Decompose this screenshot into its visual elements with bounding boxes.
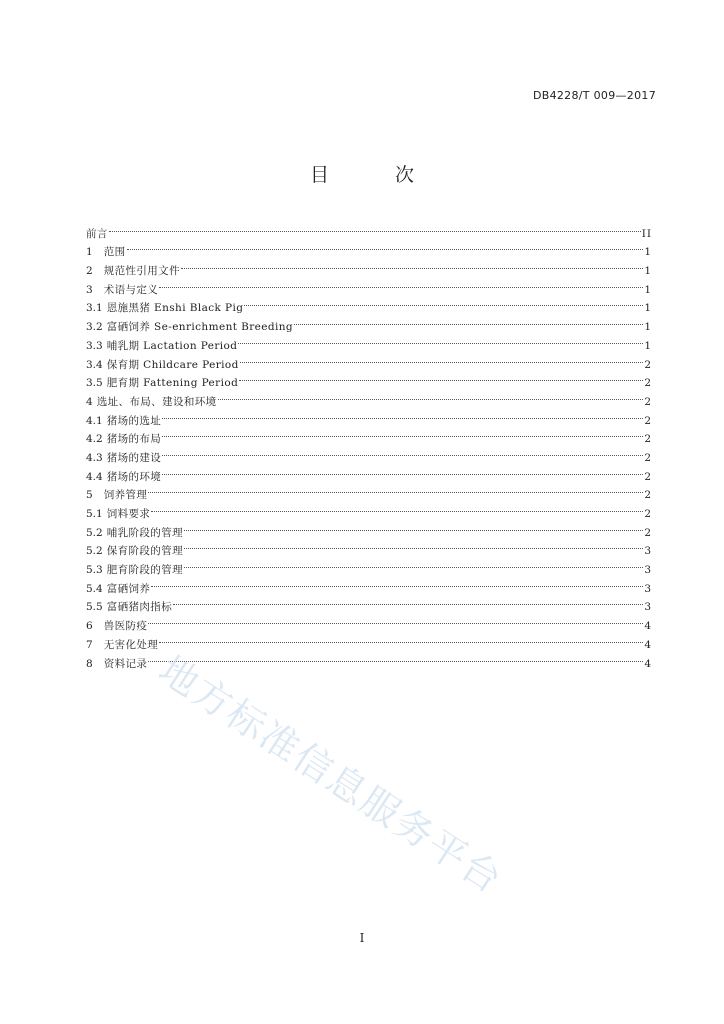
toc-entry-number: 4.3 xyxy=(86,451,103,464)
toc-dot-leader xyxy=(151,573,643,592)
toc-entry-label: 富硒饲养 xyxy=(106,582,151,595)
toc-entry-label: 保育阶段的管理 xyxy=(106,545,184,558)
toc-dot-leader xyxy=(218,386,644,405)
toc-entry-page: 4 xyxy=(644,620,652,633)
toc-entry-page: 3 xyxy=(644,582,652,595)
toc-entry-number: 3.3 xyxy=(86,339,103,352)
toc-entry-label: 恩施黑猪 Enshi Black Pig xyxy=(106,302,244,315)
toc-entry-label: 富硒饲养 Se-enrichment Breeding xyxy=(106,321,294,334)
toc-dot-leader xyxy=(184,536,643,555)
toc-entry-number: 8 xyxy=(86,657,93,670)
toc-entry[interactable] xyxy=(86,629,652,651)
toc-dot-leader xyxy=(148,610,643,629)
toc-entry-page: 3 xyxy=(644,545,652,558)
toc-entry-number: 3 xyxy=(86,283,93,296)
toc-dot-leader xyxy=(151,498,643,517)
toc-entry-page: 2 xyxy=(644,414,652,427)
toc-dot-leader xyxy=(109,218,641,237)
toc-entry-number: 2 xyxy=(86,265,93,278)
toc-title: 目 次 xyxy=(309,164,445,186)
toc-entry-page: 2 xyxy=(644,526,652,539)
toc-entry-page: 2 xyxy=(644,451,652,464)
toc-entry-page: 3 xyxy=(644,601,652,614)
toc-entry-number: 4.4 xyxy=(86,470,103,483)
toc-entry-page: 2 xyxy=(644,377,652,390)
toc-entry-page: 4 xyxy=(644,657,652,670)
toc-entry-number: 5.2 xyxy=(86,526,103,539)
table-of-contents xyxy=(86,218,652,670)
toc-entry-label: 术语与定义 xyxy=(103,283,159,296)
toc-entry-label: 兽医防疫 xyxy=(103,620,148,633)
document-code: DB4228/T 009—2017 xyxy=(532,89,656,102)
toc-dot-leader xyxy=(184,554,643,573)
toc-entry[interactable] xyxy=(86,573,652,595)
toc-dot-leader xyxy=(294,311,643,330)
toc-dot-leader xyxy=(181,255,643,274)
toc-entry-number: 5.1 xyxy=(86,508,103,520)
toc-entry[interactable] xyxy=(86,610,652,633)
toc-entry-number: 4.1 xyxy=(86,414,103,427)
toc-entry-label: 饲料要求 xyxy=(106,508,151,520)
toc-dot-leader xyxy=(184,517,643,536)
toc-entry-number: 5 xyxy=(86,489,93,502)
toc-entry-number: 3.4 xyxy=(86,358,103,371)
toc-entry[interactable] xyxy=(86,274,652,296)
toc-entry-number: 3.5 xyxy=(86,377,103,390)
toc-entry[interactable] xyxy=(86,218,652,240)
toc-dot-leader xyxy=(240,349,644,368)
toc-entry-page: 1 xyxy=(644,302,652,315)
toc-entry-number: 1 xyxy=(86,246,93,259)
toc-entry-number: 5.4 xyxy=(86,582,103,595)
toc-entry-number: 3.2 xyxy=(86,321,103,334)
toc-dot-leader xyxy=(148,480,643,499)
toc-entry-number: 4.2 xyxy=(86,433,103,446)
toc-entry[interactable] xyxy=(86,237,652,259)
toc-entry-label: 饲养管理 xyxy=(103,489,148,502)
toc-entry-page: 2 xyxy=(644,395,652,408)
toc-entry-page: 2 xyxy=(644,358,652,371)
toc-entry-number: 5.3 xyxy=(86,564,103,577)
toc-entry[interactable] xyxy=(86,405,652,427)
toc-entry-label: 哺乳阶段的管理 xyxy=(106,526,184,539)
toc-entry[interactable] xyxy=(86,517,652,539)
toc-dot-leader xyxy=(238,330,643,349)
toc-entry-page: 1 xyxy=(644,321,652,334)
toc-entry-page: 1 xyxy=(644,339,652,352)
toc-entry[interactable] xyxy=(86,480,652,502)
toc-entry[interactable] xyxy=(86,461,652,483)
toc-dot-leader xyxy=(162,442,643,461)
toc-entry-label: 肥育阶段的管理 xyxy=(106,564,184,577)
toc-entry[interactable] xyxy=(86,592,652,614)
toc-entry-label: 猪场的选址 xyxy=(106,414,162,427)
toc-entry-label: 范围 xyxy=(103,246,126,259)
toc-dot-leader xyxy=(148,648,643,667)
toc-entry-page: II xyxy=(641,227,652,240)
toc-dot-leader xyxy=(159,629,643,648)
toc-entry-page: 4 xyxy=(644,638,652,651)
watermark: 地方标准信息服务平台 xyxy=(151,647,511,903)
toc-entry-page: 2 xyxy=(644,433,652,446)
toc-entry-number: 7 xyxy=(86,638,93,651)
toc-dot-leader xyxy=(159,274,643,293)
toc-entry-page: 2 xyxy=(644,508,652,520)
toc-entry-label: 保育期 Childcare Period xyxy=(106,358,239,371)
toc-dot-leader xyxy=(244,293,643,312)
toc-entry[interactable] xyxy=(86,442,652,464)
toc-dot-leader xyxy=(162,461,643,480)
toc-entry-page: 3 xyxy=(644,564,652,577)
toc-entry-number: 3.1 xyxy=(86,302,103,315)
toc-dot-leader xyxy=(127,237,644,256)
toc-dot-leader xyxy=(173,592,643,611)
toc-entry[interactable] xyxy=(86,293,652,315)
toc-entry-label: 猪场的布局 xyxy=(106,433,162,446)
toc-entry-number: 5.5 xyxy=(86,601,103,614)
toc-entry-label: 选址、布局、建设和环境 xyxy=(96,395,217,408)
toc-entry-label: 资料记录 xyxy=(103,657,148,670)
toc-entry-page: 1 xyxy=(644,265,652,278)
toc-entry-label: 肥育期 Fattening Period xyxy=(106,377,239,390)
toc-dot-leader xyxy=(239,368,643,387)
toc-entry[interactable] xyxy=(86,424,652,446)
toc-entry-label: 富硒猪肉指标 xyxy=(106,601,173,614)
toc-entry-number: 5.2 xyxy=(86,545,103,558)
toc-entry[interactable] xyxy=(86,498,652,520)
toc-entry-number: 6 xyxy=(86,620,93,633)
toc-entry-page: 2 xyxy=(644,470,652,483)
toc-entry-page: 1 xyxy=(644,283,652,296)
toc-entry-label: 猪场的建设 xyxy=(106,451,162,464)
toc-entry[interactable] xyxy=(86,255,652,278)
toc-entry-label: 前言 xyxy=(86,227,108,240)
toc-entry-label: 哺乳期 Lactation Period xyxy=(106,339,238,352)
toc-entry-label: 规范性引用文件 xyxy=(103,265,180,278)
toc-entry-label: 无害化处理 xyxy=(103,638,159,651)
toc-dot-leader xyxy=(162,405,643,424)
toc-dot-leader xyxy=(162,424,643,443)
toc-entry-page: 2 xyxy=(644,489,652,502)
toc-entry-label: 猪场的环境 xyxy=(106,470,162,483)
toc-entry-page: 1 xyxy=(644,246,652,259)
page-number: I xyxy=(359,931,365,945)
toc-entry-number: 4 xyxy=(86,395,93,408)
